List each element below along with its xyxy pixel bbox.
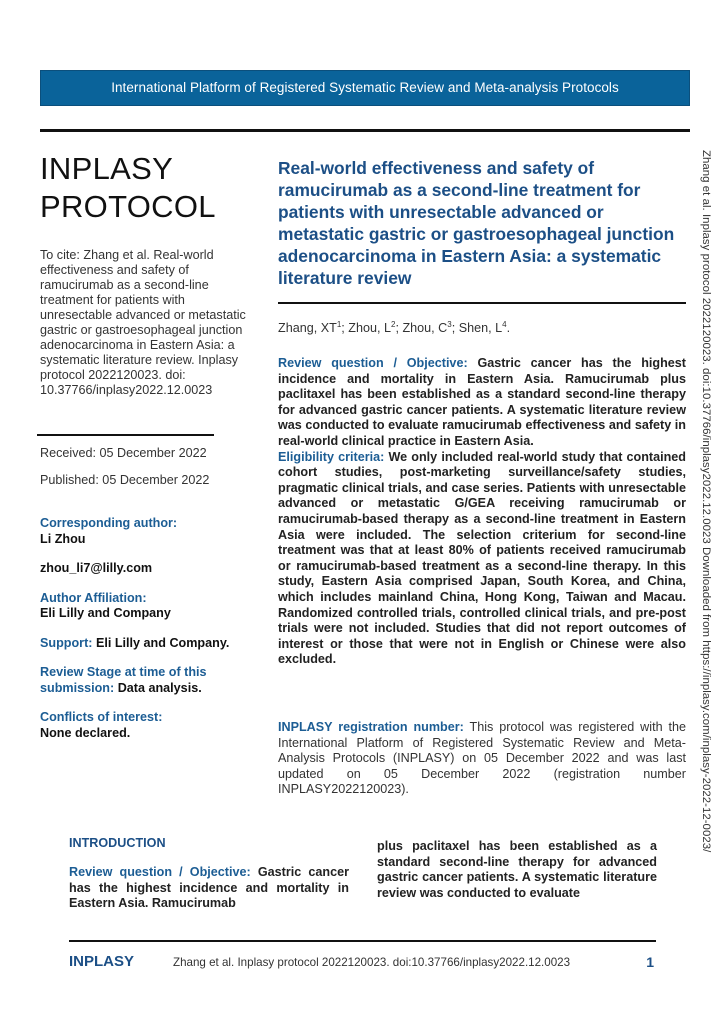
received-date: Received: 05 December 2022 (40, 446, 207, 460)
author-list (278, 320, 510, 335)
header-banner: International Platform of Registered Systematic Review and Meta-analysis Protocols (40, 70, 690, 106)
affiliation-label: Author Affiliation: (40, 590, 147, 605)
author: Zhou, $C^3$; (402, 320, 459, 336)
affiliation-value: Eli Lilly and Company (40, 606, 171, 620)
left-divider (37, 434, 214, 436)
objective-paragraph (278, 356, 686, 450)
objective-text: Gastric cancer has the highest incidence and mortality in Eastern Asia. Ramucirumab plus paclitaxel has been established as a standard second-line therapy for advanced gastric cancer patients. A systematic literature review was conducted to evaluate ramucirumab effectiveness and safety in real-world clinical practice in Eastern Asia. (278, 356, 686, 448)
brand-line-1: INPLASY (40, 151, 174, 186)
footer-brand: INPLASY (69, 953, 135, 970)
review-stage (40, 665, 260, 696)
support-label: Support: (40, 635, 93, 650)
eligibility-text: We only included real-world study that contained cohort studies, post-marketing surveillance/safety studies, pragmatic clinical trials, and case series. Patients with unresectable advanced or metastatic G/GEA receiving ramucirumab or ramucirumab-based therapy as a second-line treatment in Eastern Asia were included. The selection criterium for second-line treatment was that at least 80% of patients received ramucirumab or ramucirumab-based treatment as a second-line therapy. In this study, Eastern Asia comprised Japan, South Korea, and China, which includes mainland China, Hong Kong, Taiwan and Macau. Randomized controlled trials, controlled clinical trials, and pre-post trials were not included. Studies that did not report outcomes of interest or those that were not in English or Chinese were also excluded. (278, 449, 687, 667)
review-stage-label: Review Stage at time of this submission: (40, 665, 207, 695)
introduction-left-column (69, 836, 349, 912)
title-block (278, 157, 686, 289)
intro-objective-label: Review question / Objective: (69, 865, 251, 879)
footer-citation: Zhang et al. Inplasy protocol 2022120023. doi:10.37766/inplasy2022.12.0023 (173, 956, 571, 969)
title-divider (278, 302, 686, 304)
article-title: Real-world effectiveness and safety of ramucirumab as a second-line treatment for patients with unresectable advanced or metastatic gastric or gastroesophageal junction adenocarcinoma in Eastern Asia: a systematic literature review (278, 158, 675, 288)
corresponding-author-name: Li Zhou (40, 531, 86, 546)
abstract (278, 356, 686, 668)
conflicts-value: None declared. (40, 725, 131, 740)
top-divider (40, 129, 690, 132)
eligibility-label: Eligibility criteria: (278, 449, 385, 464)
protocol-brand (40, 150, 260, 226)
author-affiliation (40, 591, 260, 622)
registration-label: INPLASY registration number: (278, 720, 464, 734)
brand-line-2: PROTOCOL (40, 189, 216, 224)
page-number: 1 (646, 954, 654, 970)
conflicts-of-interest (40, 710, 260, 741)
introduction-right-column: plus paclitaxel has been established as a standard second-line therapy for advanced gastric cancer patients. A systematic literature review was conducted to evaluate (377, 839, 657, 900)
introduction-heading: INTRODUCTION (69, 836, 166, 850)
intro-objective-paragraph (69, 865, 349, 912)
registration-text: This protocol was registered with the International Platform of Registered Systematic Review and Meta-Analysis Protocols (INPLASY) on 05 December 2022 and was last updated on 05 December 2022 (registration number INPLASY2022120023). (278, 720, 686, 797)
metadata-block (40, 516, 260, 755)
intro-objective-text: Gastric cancer has the highest incidence and mortality in Eastern Asia. Ramucirumab (69, 865, 350, 911)
objective-label: Review question / Objective: (278, 356, 468, 370)
dates-block (40, 446, 260, 500)
eligibility-paragraph (278, 450, 686, 668)
registration-paragraph (278, 720, 686, 798)
citation-text: To cite: Zhang et al. Real-world effectiveness and safety of ramucirumab as a second-line treatment for patients with unresectable advanced or metastatic gastric or gastroesophageal junction adenocarcinoma in Eastern Asia: a systematic literature review. Inplasy protocol 2022120023. doi: 10.37766/inplasy2022.12.0023 (40, 248, 246, 397)
corresponding-author-label: Corresponding author: (40, 516, 178, 530)
review-stage-value: Data analysis. (117, 680, 202, 695)
page-footer (69, 953, 656, 973)
side-watermark (700, 150, 720, 890)
author-email-link[interactable]: zhou_li7@lilly.com (40, 561, 153, 575)
published-date: Published: 05 December 2022 (40, 473, 210, 487)
side-download-text: Zhang et al. Inplasy protocol 2022120023. doi:10.37766/inplasy2022.12.0023 Downloaded from https://inplasy.com/inplasy-2022-12-0023/ (700, 150, 712, 853)
footer-divider (69, 940, 656, 942)
left-column (40, 150, 260, 398)
support-value: Eli Lilly and Company. (95, 635, 230, 650)
email-block (40, 561, 260, 577)
author: Zhou, $L^2$; (348, 320, 403, 336)
author: Shen, $L^4$. (458, 320, 511, 336)
conflicts-label: Conflicts of interest: (40, 710, 163, 724)
support (40, 636, 260, 652)
author: Zhang, $XT^1$; (278, 320, 349, 336)
corresponding-author (40, 516, 260, 547)
